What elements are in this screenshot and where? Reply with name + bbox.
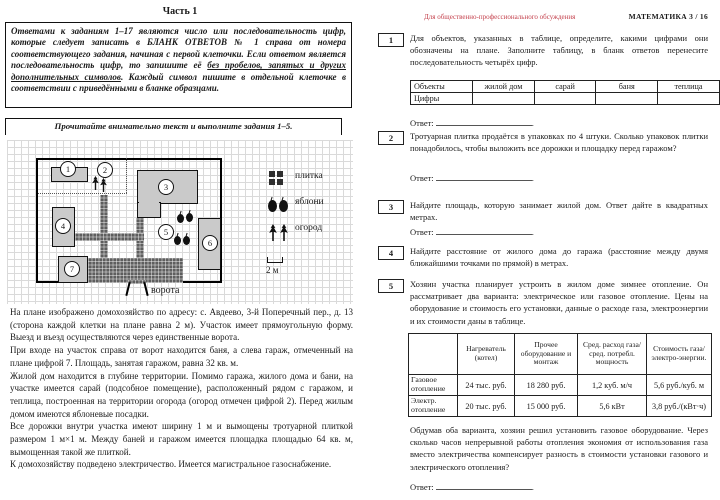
paragraph: На плане изображено домохозяйство по адресу: с. Авдеево, 3-й Поперечный пер., д. 13 (сторона каждой клетки на плане равна 2 м). Участок имеет прямоугольную форму. Выезд и въезд осуществляются через единственные ворота.: [10, 307, 353, 343]
answer-cell: [473, 93, 535, 105]
table-row-label: Цифры: [411, 93, 473, 105]
answer-blank: [436, 226, 532, 235]
apple-tree-icon: [183, 236, 190, 245]
plan-marker-2: 2: [97, 162, 113, 178]
legend-label-apples: яблони: [295, 197, 324, 207]
garden-dotted-border-h: [38, 193, 127, 194]
table-cell: 24 тыс. руб.: [458, 375, 515, 396]
task-1-number: 1: [378, 33, 404, 47]
task-3-answer: Ответ: .: [410, 227, 534, 237]
answer-label: Ответ:: [410, 118, 434, 128]
task-2-text: Тротуарная плитка продаётся в упаковках по 4 штуки. Сколько упаковок плитки понадобилось, чтобы выложить все дорожки и площадку перед гаражом?: [410, 131, 708, 154]
task-3-text: Найдите площадь, которую занимает жилой дом. Ответ дайте в квадратных метрах.: [410, 200, 708, 223]
answer-blank: [436, 172, 532, 181]
table-cell: 1,2 куб. м/ч: [578, 375, 647, 396]
answer-blank: [436, 481, 532, 490]
legend-apple-icon: [268, 200, 277, 212]
paragraph: Все дорожки внутри участка имеют ширину 1 м и вымощены тротуарной плиткой размером 1 м×1 м. Между баней и гаражом имеется площадка площадью 64 кв. м, вымощенная такой же плиткой.: [10, 421, 353, 457]
legend-label-tile: плитка: [295, 171, 323, 181]
table-header-cell: жилой дом: [473, 81, 535, 93]
paragraph: Жилой дом находится в глубине территории. Помимо гаража, жилого дома и бани, на участке имеется сарай (подсобное помещение), расположенный рядом с гаражом, и теплица, построенная на территории огорода (огород отмечен цифрой 2). Перед жилым домом имеются яблоневые посадки.: [10, 370, 353, 419]
plan-marker-7: 7: [64, 261, 80, 277]
table-cell: 5,6 руб./куб. м: [647, 375, 712, 396]
answer-label: Ответ:: [410, 482, 434, 492]
scale-label: 2 м: [266, 265, 279, 275]
task-4-text: Найдите расстояние от жилого дома до гаража (расстояние между двумя ближайшими точками по прямой) в метрах.: [410, 246, 708, 269]
table-cell: 20 тыс. руб.: [458, 396, 515, 417]
answer-label: Ответ:: [410, 227, 434, 237]
garden-dotted-border-v: [126, 158, 127, 193]
legend-label-garden: огород: [295, 223, 323, 233]
gate-mark-right: [143, 282, 148, 296]
plan-marker-1: 1: [60, 161, 76, 177]
table-header-cell: Стоимость газа/электро-энергии.: [647, 334, 712, 375]
legend-tile-icon: [269, 171, 284, 186]
scale-bracket: [267, 257, 283, 263]
instruction-underlined: без пробелов, запятых и других дополнительных символов: [11, 60, 347, 82]
answer-cell: [658, 93, 720, 105]
gate-mark-left: [125, 282, 130, 296]
table-cell: 18 280 руб.: [515, 375, 578, 396]
task-5-text: Хозяин участка планирует устроить в жилом доме зимнее отопление. Он рассматривает два варианта: электрическое или газовое отопление. Цены на оборудование и стоимость его установки, данные о расходе газа, электроэнергии и их стоимости даны в таблице.: [410, 279, 708, 326]
instruction-box: [5, 22, 352, 108]
legend-garden-icon: [269, 224, 277, 241]
legend-apple-icon: [279, 200, 288, 212]
tiled-path-horizontal: [75, 233, 144, 241]
task-5-number: 5: [378, 279, 404, 293]
right-page: [360, 0, 720, 500]
table-header-cell: баня: [596, 81, 658, 93]
table-header-cell: Сред. расход газа/ сред. потребл. мощность: [578, 334, 647, 375]
apple-tree-icon: [186, 213, 193, 222]
table-cell: 3,8 руб./(кВт·ч): [647, 396, 712, 417]
task-3-number: 3: [378, 200, 404, 214]
building-3-join: [139, 201, 159, 206]
table-cell: 5,6 кВт: [578, 396, 647, 417]
gate-label: ворота: [151, 285, 180, 296]
read-prompt: Прочитайте внимательно текст и выполните задания 1–5.: [5, 118, 342, 135]
site-plan-figure: [7, 140, 353, 304]
table-header-cell: теплица: [658, 81, 720, 93]
plan-marker-4: 4: [55, 218, 71, 234]
description-text: [10, 306, 353, 471]
answer-label: Ответ:: [410, 173, 434, 183]
task-1-table: [410, 80, 720, 105]
answer-cell: [534, 93, 596, 105]
task-1-answer: Ответ: .: [410, 118, 534, 128]
apple-tree-icon: [177, 214, 184, 223]
plan-marker-5: 5: [158, 224, 174, 240]
task-2-number: 2: [378, 131, 404, 145]
tiled-path-vertical-1: [100, 195, 108, 258]
task-1-text: Для объектов, указанных в таблице, определите, какими цифрами они обозначены на плане. Заполните таблицу, в бланк ответов перенесите последовательность четырёх цифр.: [410, 33, 708, 68]
task-2-answer: Ответ: .: [410, 173, 534, 183]
answer-cell: [596, 93, 658, 105]
table-header-cell: Объекты: [411, 81, 473, 93]
paragraph: К домохозяйству подведено электричество. Имеется магистральное газоснабжение.: [10, 459, 332, 470]
watermark-text: Для общественно-профессионального обсуждения: [424, 13, 576, 21]
task-5-answer: Ответ: .: [410, 482, 534, 492]
plan-marker-3: 3: [158, 179, 174, 195]
table-row-label: Электр. отопление: [409, 396, 458, 417]
legend-garden-icon: [280, 224, 288, 241]
instruction-text-1: Ответами к заданиям 1–17 являются число или последовательность цифр, которые следует записать в БЛАНК ОТВЕТОВ № 1 справа от номера соответствующего задания, начиная с первой клеточки. Если ответом является последовательность цифр, то запишите её: [11, 26, 346, 71]
task-5-followup: Обдумав оба варианта, хозяин решил установить газовое оборудование. Через сколько часов непрерывной работы отопления экономия от использования газа вместо электричества компенсирует разность в стоимости установки газового и электрического отопления?: [410, 425, 708, 472]
subject-header: МАТЕМАТИКА 3 / 16: [628, 12, 708, 21]
instruction-text-2: . Каждый символ пишите в отдельной клеточке в соответствии с приведёнными в бланке образцами.: [11, 71, 347, 94]
answer-blank: [436, 117, 532, 126]
table-cell: 15 000 руб.: [515, 396, 578, 417]
task-4-number: 4: [378, 246, 404, 260]
table-header-cell: Нагреватель (котел): [458, 334, 515, 375]
table-header-cell: сарай: [534, 81, 596, 93]
part-title: Часть 1: [162, 6, 198, 17]
paragraph: При входе на участок справа от ворот находится баня, а слева гараж, отмеченный на плане цифрой 7. Площадь, занятая гаражом, равна 32 кв. м.: [10, 345, 353, 368]
task-5-table: [408, 333, 712, 417]
table-header-cell: [409, 334, 458, 375]
apple-tree-icon: [174, 236, 181, 245]
plan-marker-6: 6: [202, 235, 218, 251]
table-header-cell: Прочее оборудование и монтаж: [515, 334, 578, 375]
table-row-label: Газовое отопление: [409, 375, 458, 396]
